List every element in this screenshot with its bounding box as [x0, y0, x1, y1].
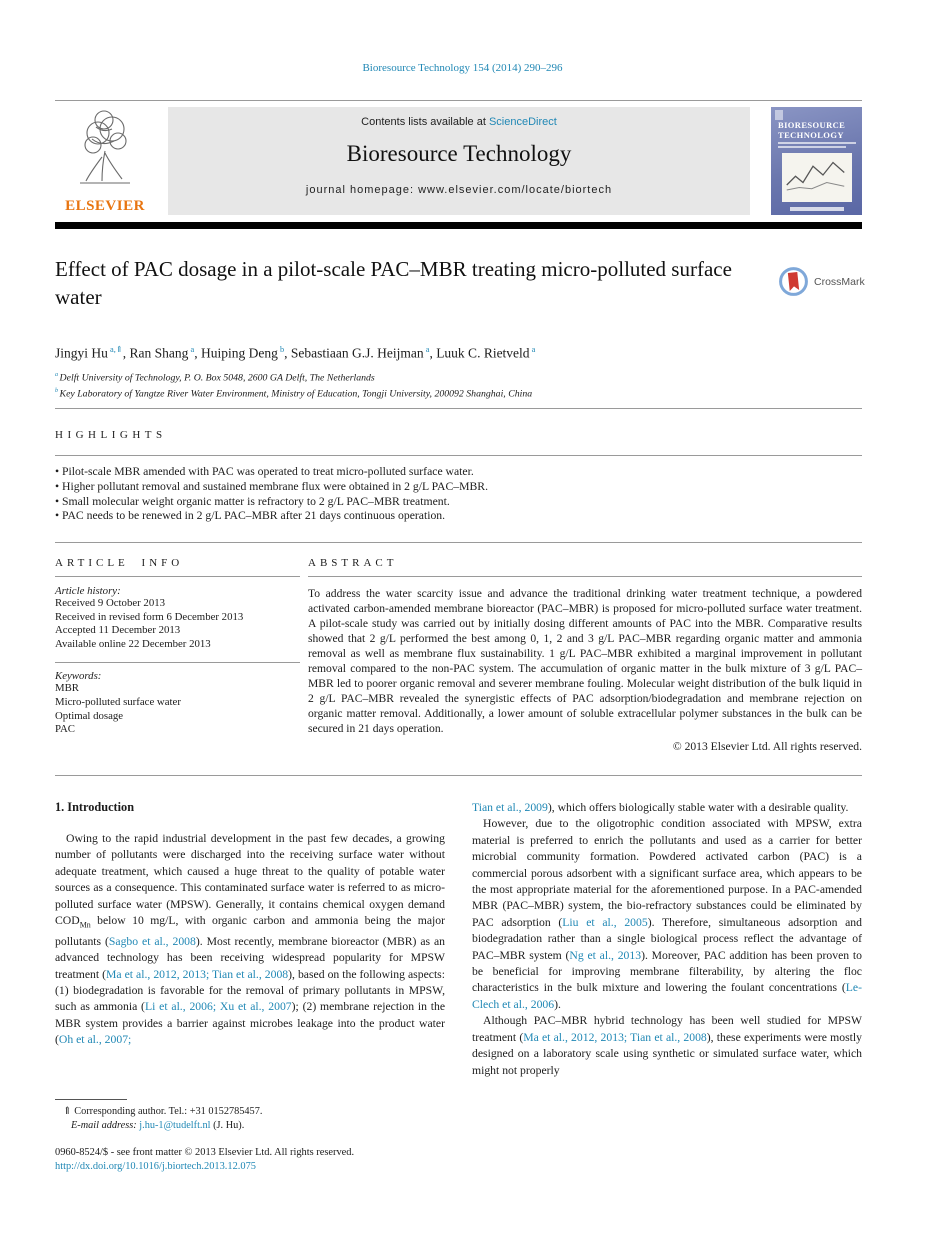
citation-link[interactable]: Liu et al., 2005 [562, 915, 648, 929]
footnote-divider [55, 1099, 127, 1100]
divider [55, 455, 862, 456]
text-segment: a [529, 345, 536, 354]
text-segment: Key Laboratory of Yangtze River Water Environment, Ministry of Education, Tongji University, 200092 Shanghai, China [59, 388, 533, 400]
elsevier-tree-icon [72, 107, 138, 191]
introduction-heading: 1. Introduction [55, 800, 135, 814]
text-segment: Although PAC–MBR hybrid technology has been well studied for MPSW treatment ( [472, 1014, 862, 1044]
text-segment: , Huiping Deng [194, 345, 278, 361]
contents-line [168, 116, 750, 128]
history-line: Available online 22 December 2013 [55, 637, 211, 650]
divider [55, 542, 862, 543]
affiliations [55, 369, 815, 401]
text-segment: a,⇑ [107, 345, 123, 354]
divider [55, 100, 862, 101]
keyword: Optimal dosage [55, 709, 124, 722]
article-body [55, 800, 862, 1079]
article-info-column [55, 557, 300, 753]
text-segment: Mn [79, 920, 91, 930]
journal-cover-thumbnail [771, 107, 862, 215]
text-segment: ). Most recently, membrane bioreactor (MBR) as an advanced technology has been receiving widespread popularity for MPSW treatment ( [55, 934, 445, 981]
journal-title: Bioresource Technology [346, 141, 572, 166]
cover-chart-art [782, 153, 852, 202]
text-segment: below 10 mg/L, with organic carbon and ammonia being the major pollutants ( [55, 914, 445, 948]
text-segment: ). Moreover, PAC addition has been proven to be beneficial for improving membrane filterability, by altering the floc characteristics in the bulk mixture and lowering the foulant concentrations ( [472, 948, 862, 995]
doi-link[interactable]: http://dx.doi.org/10.1016/j.biortech.2013.12.075 [55, 1160, 256, 1172]
crossmark-icon [778, 266, 809, 297]
affiliation-b [55, 385, 815, 401]
history-line: Received in revised form 6 December 2013 [55, 610, 244, 623]
divider [55, 662, 300, 663]
abstract-heading: ABSTRACT [308, 557, 398, 569]
divider [308, 576, 862, 577]
text-segment: a [188, 345, 195, 354]
crossmark-badge[interactable] [778, 266, 868, 297]
abstract-column [308, 557, 862, 753]
divider [55, 408, 862, 409]
journal-header [55, 107, 862, 215]
highlight-item: • PAC needs to be renewed in 2 g/L PAC–MBR after 21 days continuous operation. [55, 509, 862, 524]
highlights-heading: HIGHLIGHTS [55, 429, 167, 441]
sciencedirect-link[interactable]: ScienceDirect [488, 116, 557, 128]
text-segment: Jingyi Hu [55, 345, 108, 361]
author-list [55, 344, 815, 362]
citation-link[interactable]: Sagbo et al., 2008 [108, 934, 196, 948]
highlight-item: • Higher pollutant removal and sustained membrane flux were obtained in 2 g/L PAC–MBR. [55, 480, 862, 495]
highlight-item: • Pilot-scale MBR amended with PAC was operated to treat micro-polluted surface water. [55, 465, 862, 480]
citation-link[interactable]: Tian et al., 2009 [472, 801, 548, 814]
text-segment: ). Therefore, simultaneous adsorption and biodegradation rather than a single biological process reflect the advantage of PAC–MBR system ( [472, 915, 862, 962]
keyword: Micro-polluted surface water [55, 695, 181, 708]
text-segment: ), which offers biologically stable water with a desirable quality. [547, 801, 849, 814]
keywords-label: Keywords: [55, 670, 102, 683]
cover-subtitle-bar [778, 146, 846, 148]
text-segment: , Ran Shang [122, 345, 189, 361]
elsevier-wordmark: ELSEVIER [65, 198, 145, 214]
history-label: Article history: [55, 585, 121, 597]
body-paragraph [472, 1013, 862, 1079]
contents-prefix: Contents lists available at [361, 116, 489, 128]
abstract-text: To address the water scarcity issue and advance the traditional drinking water treatment technique, a powdered activated carbon-amended membrane bioreactor (PAC–MBR) is proposed for micro-polluted surface water treatment. A pilot-scale study was carried out by initially dosing different amounts of PAC into the MBR. Comparative results showed that 2 g/L performed the best among 0, 1, 2 and 3 g/L PAC–MBR regarding organic matter and ammonia removal as well as membrane flux sustainability. 1 g/L PAC–MBR exhibited a marginal improvement in pollutant removal compared to the non-PAC system. The accumulation of organic matter in the bulk mixture of 3 g/L PAC–MBR led to poorer organic removal and severer membrane fouling. Molecular weight distribution of the bulk liquid in 2 g/L PAC–MBR revealed the synergistic effects of PAC adsorption/biodegradation and membrane rejection on organic matter removal. Additionally, a lower amount of soluble extracellular polymer substances in the bulk can be secured in 21 days operation. [308, 587, 862, 735]
text-segment: b [55, 387, 60, 394]
journal-citation: Bioresource Technology 154 (2014) 290–296 [362, 62, 563, 74]
body-right-column [472, 800, 862, 1079]
citation-link[interactable]: Li et al., 2006; Xu et al., 2007 [144, 1000, 292, 1014]
cover-footer-bar [790, 207, 844, 211]
citation-link[interactable]: Ng et al., 2013 [569, 948, 642, 962]
email-line [55, 1119, 445, 1133]
text-segment: ), based on the following aspects: (1) biodegradation is favorable for the removal of primary pollutants in MPSW, such as ammonia ( [55, 967, 445, 1014]
header-black-bar [55, 222, 862, 229]
text-segment: Owing to the rapid industrial development in the past few decades, a growing number of pollutants were discharged into the receiving surface water without adequate treatment, which caused a huge threat to the quality of potable water sources as a consequence. This contaminated surface water is referred to as micro-polluted surface water (MPSW). Generally, it contains chemical oxygen demand COD [55, 832, 445, 928]
text-segment: However, due to the oligotrophic condition associated with MPSW, extra material is preferred to enrich the pollutants and used as a carrier for better microbial community formation. Powdered activated carbon (PAC) is a commercial porous adsorbent with a significant surface area, which appears to be the most appropriate material for the aforementioned purpose. In a PAC-amended MBR (PAC–MBR) system, the bio-refractory substances could be eliminated by PAC adsorption ( [472, 817, 862, 929]
text-segment: ), these experiments were mostly designed on a laboratory scale using synthetic or simulated surface water, which might not properly [472, 1030, 862, 1077]
issn-line: 0960-8524/$ - see front matter © 2013 Elsevier Ltd. All rights reserved. [55, 1147, 355, 1158]
text-segment: b [277, 345, 285, 354]
text-segment: a [55, 372, 60, 378]
text-segment: (J. Hu). [210, 1119, 245, 1131]
corresponding-author-note: ⇑ Corresponding author. Tel.: +31 0152785457. [63, 1106, 263, 1117]
text-segment: a [423, 345, 430, 354]
crossmark-label: CrossMark [814, 275, 865, 288]
text-segment: ). [554, 997, 561, 1011]
highlights-list [55, 465, 862, 524]
footnote-block [55, 1099, 445, 1132]
cover-chart-squiggle-icon [784, 155, 847, 195]
text-segment: , Sebastiaan G.J. Heijman [284, 345, 424, 361]
citation-link[interactable]: Ma et al., 2012, 2013; Tian et al., 2008 [106, 967, 289, 981]
text-segment: ); (2) membrane rejection in the MBR system provides a barrier against microbes leakage into the product water ( [55, 1000, 446, 1047]
body-left-column [55, 800, 445, 1079]
divider [55, 576, 300, 577]
text-segment: E-mail address: [71, 1119, 140, 1131]
body-paragraph [55, 831, 445, 1049]
imprint-block [55, 1146, 555, 1173]
keyword: MBR [55, 682, 80, 695]
article-info-heading: ARTICLE INFO [55, 557, 184, 569]
history-line: Received 9 October 2013 [55, 597, 166, 609]
body-paragraph [472, 816, 862, 1013]
body-paragraph [472, 800, 862, 816]
citation-link[interactable]: j.hu-1@tudelft.nl [139, 1119, 211, 1131]
citation-link[interactable]: Ma et al., 2012, 2013; Tian et al., 2008 [523, 1030, 707, 1044]
journal-homepage-link[interactable]: journal homepage: www.elsevier.com/locate/biortech [305, 184, 613, 196]
text-segment: , Luuk C. Rietveld [429, 345, 530, 361]
cover-subtitle-bar [778, 142, 856, 144]
affiliation-a [55, 369, 815, 385]
citation-link[interactable]: Oh et al., 2007; [58, 1033, 132, 1047]
cover-logo-mark [775, 110, 783, 120]
divider [55, 775, 862, 776]
highlight-item: • Small molecular weight organic matter is refractory to 2 g/L PAC–MBR treatment. [55, 495, 862, 510]
journal-banner [168, 107, 750, 215]
text-segment: Delft University of Technology, P. O. Box 5048, 2600 GA Delft, The Netherlands [59, 372, 375, 384]
article-title: Effect of PAC dosage in a pilot-scale PAC–MBR treating micro-polluted surface water [55, 257, 732, 309]
cover-title: BIORESOURCE TECHNOLOGY [778, 120, 846, 140]
keyword: PAC [55, 723, 76, 736]
citation-link[interactable]: Le-Clech et al., 2006 [472, 981, 862, 1011]
elsevier-logo [55, 107, 155, 215]
history-line: Accepted 11 December 2013 [55, 624, 181, 637]
copyright-line: © 2013 Elsevier Ltd. All rights reserved. [672, 740, 862, 753]
info-abstract-section [55, 557, 862, 753]
